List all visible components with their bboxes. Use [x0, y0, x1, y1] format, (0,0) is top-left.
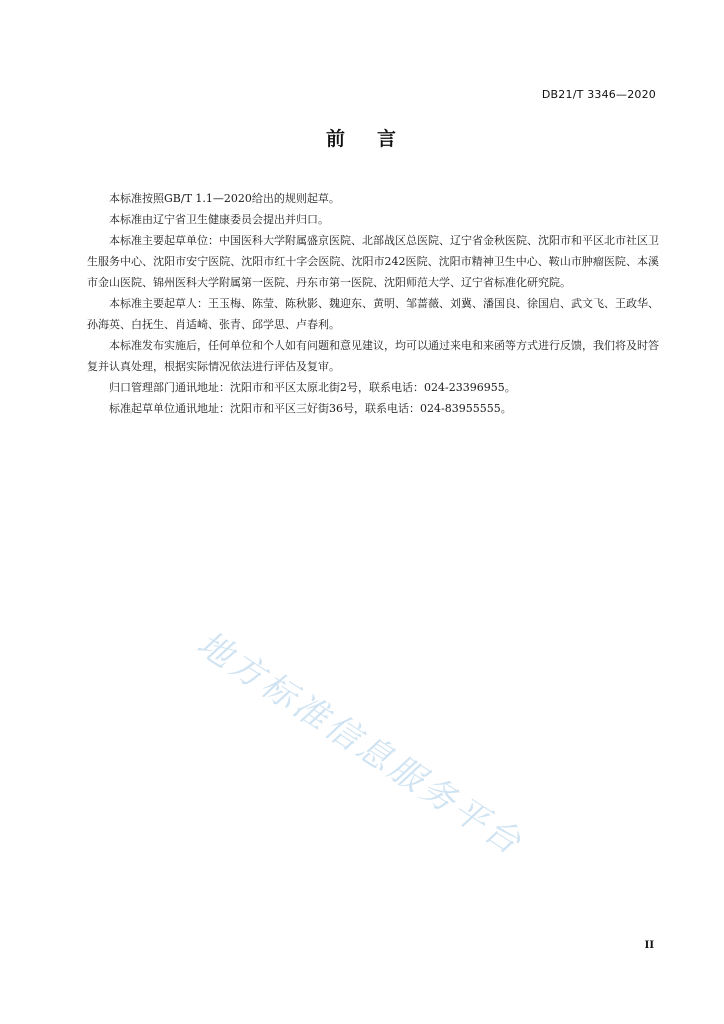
paragraph-feedback: 本标准发布实施后，任何单位和个人如有问题和意见建议，均可以通过来电和来函等方式进行反馈，我们将及时答复并认真处理，根据实际情况依法进行评估及复审。: [87, 339, 659, 373]
title-part-1: 前: [325, 128, 347, 150]
paragraph-drafting-rules: 本标准按照GB/T 1.1—2020给出的规则起草。: [109, 192, 340, 205]
paragraph-drafters: 本标准主要起草人：王玉梅、陈莹、陈秋影、魏迎东、黄明、邹蔷薇、刘冀、潘国良、徐国启、武文飞、王政华、孙海英、白抚生、肖适崎、张青、邱学思、卢春利。: [87, 297, 659, 331]
paragraph-drafting-units: 本标准主要起草单位：中国医科大学附属盛京医院、北部战区总医院、辽宁省金秋医院、沈阳市和平区北市社区卫生服务中心、沈阳市安宁医院、沈阳市红十字会医院、沈阳市242医院、沈阳市精神卫生中心、鞍山市肿瘤医院、本溪市金山医院、锦州医科大学附属第一医院、丹东市第一医院、沈阳师范大学、辽宁省标准化研究院。: [87, 234, 659, 289]
document-code: DB21/T 3346—2020: [541, 88, 656, 101]
body-text: [87, 188, 659, 419]
page-title: [0, 124, 724, 151]
page-number: II: [644, 940, 654, 951]
paragraph-drafter-address: 标准起草单位通讯地址：沈阳市和平区三好街36号，联系电话：024-83955555。: [109, 402, 512, 415]
paragraph-proposer: 本标准由辽宁省卫生健康委员会提出并归口。: [109, 213, 329, 226]
title-part-2: 言: [377, 128, 399, 150]
watermark: 地方标准信息服务平台: [189, 623, 531, 865]
paragraph-management-address: 归口管理部门通讯地址：沈阳市和平区太原北街2号，联系电话：024-23396955。: [109, 381, 516, 394]
